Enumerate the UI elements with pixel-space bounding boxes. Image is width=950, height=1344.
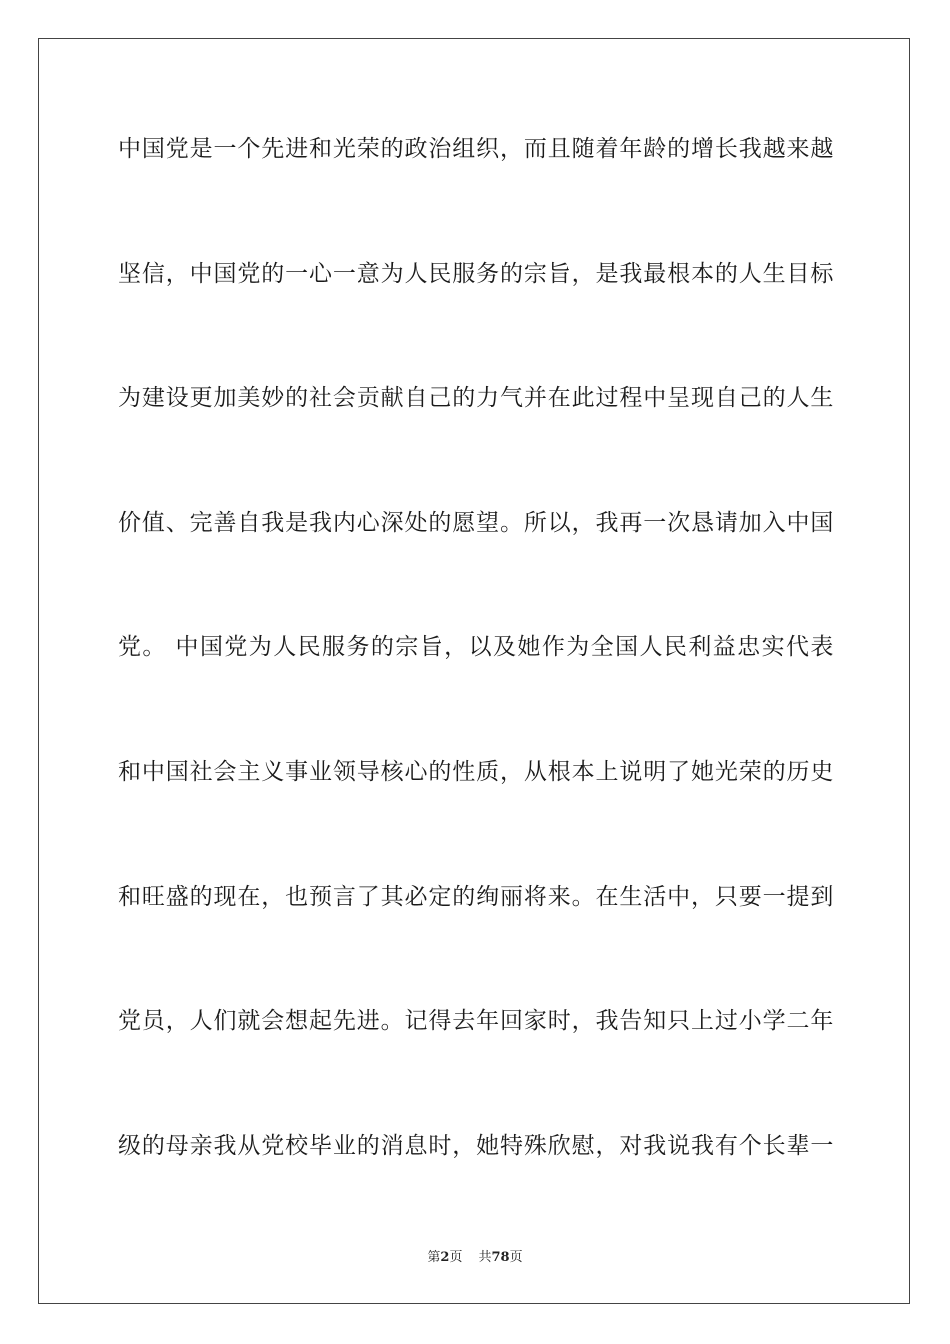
text-line: 价值、完善自我是我内心深处的愿望。所以，我再一次恳请加入中国	[118, 509, 834, 536]
text-line: 级的母亲我从党校毕业的消息时，她特殊欣慰，对我说我有个长辈一	[118, 1132, 834, 1159]
text-line: 和旺盛的现在，也预言了其必定的绚丽将来。在生活中，只要一提到	[118, 883, 834, 910]
text-line: 中国党是一个先进和光荣的政治组织，而且随着年龄的增长我越来越	[118, 136, 834, 162]
page-footer	[0, 1246, 950, 1265]
text-line: 为建设更加美妙的社会贡献自己的力气并在此过程中呈现自己的人生	[118, 385, 834, 412]
text-line: 党。 中国党为人民服务的宗旨，以及她作为全国人民利益忠实代表	[118, 634, 834, 661]
text-line: 和中国社会主义事业领导核心的性质，从根本上说明了她光荣的历史	[118, 758, 834, 785]
total-prefix: 共	[478, 1250, 492, 1265]
text-line: 党员，人们就会想起先进。记得去年回家时，我告知只上过小学二年	[118, 1008, 834, 1035]
page-prefix: 第	[427, 1250, 441, 1265]
page-suffix: 页	[449, 1250, 463, 1265]
body-text	[118, 128, 834, 1249]
text-line: 坚信，中国党的一心一意为人民服务的宗旨，是我最根本的人生目标	[118, 260, 834, 287]
total-pages: 78	[491, 1250, 510, 1265]
total-suffix: 页	[509, 1250, 523, 1265]
page-number: 2	[440, 1250, 450, 1265]
